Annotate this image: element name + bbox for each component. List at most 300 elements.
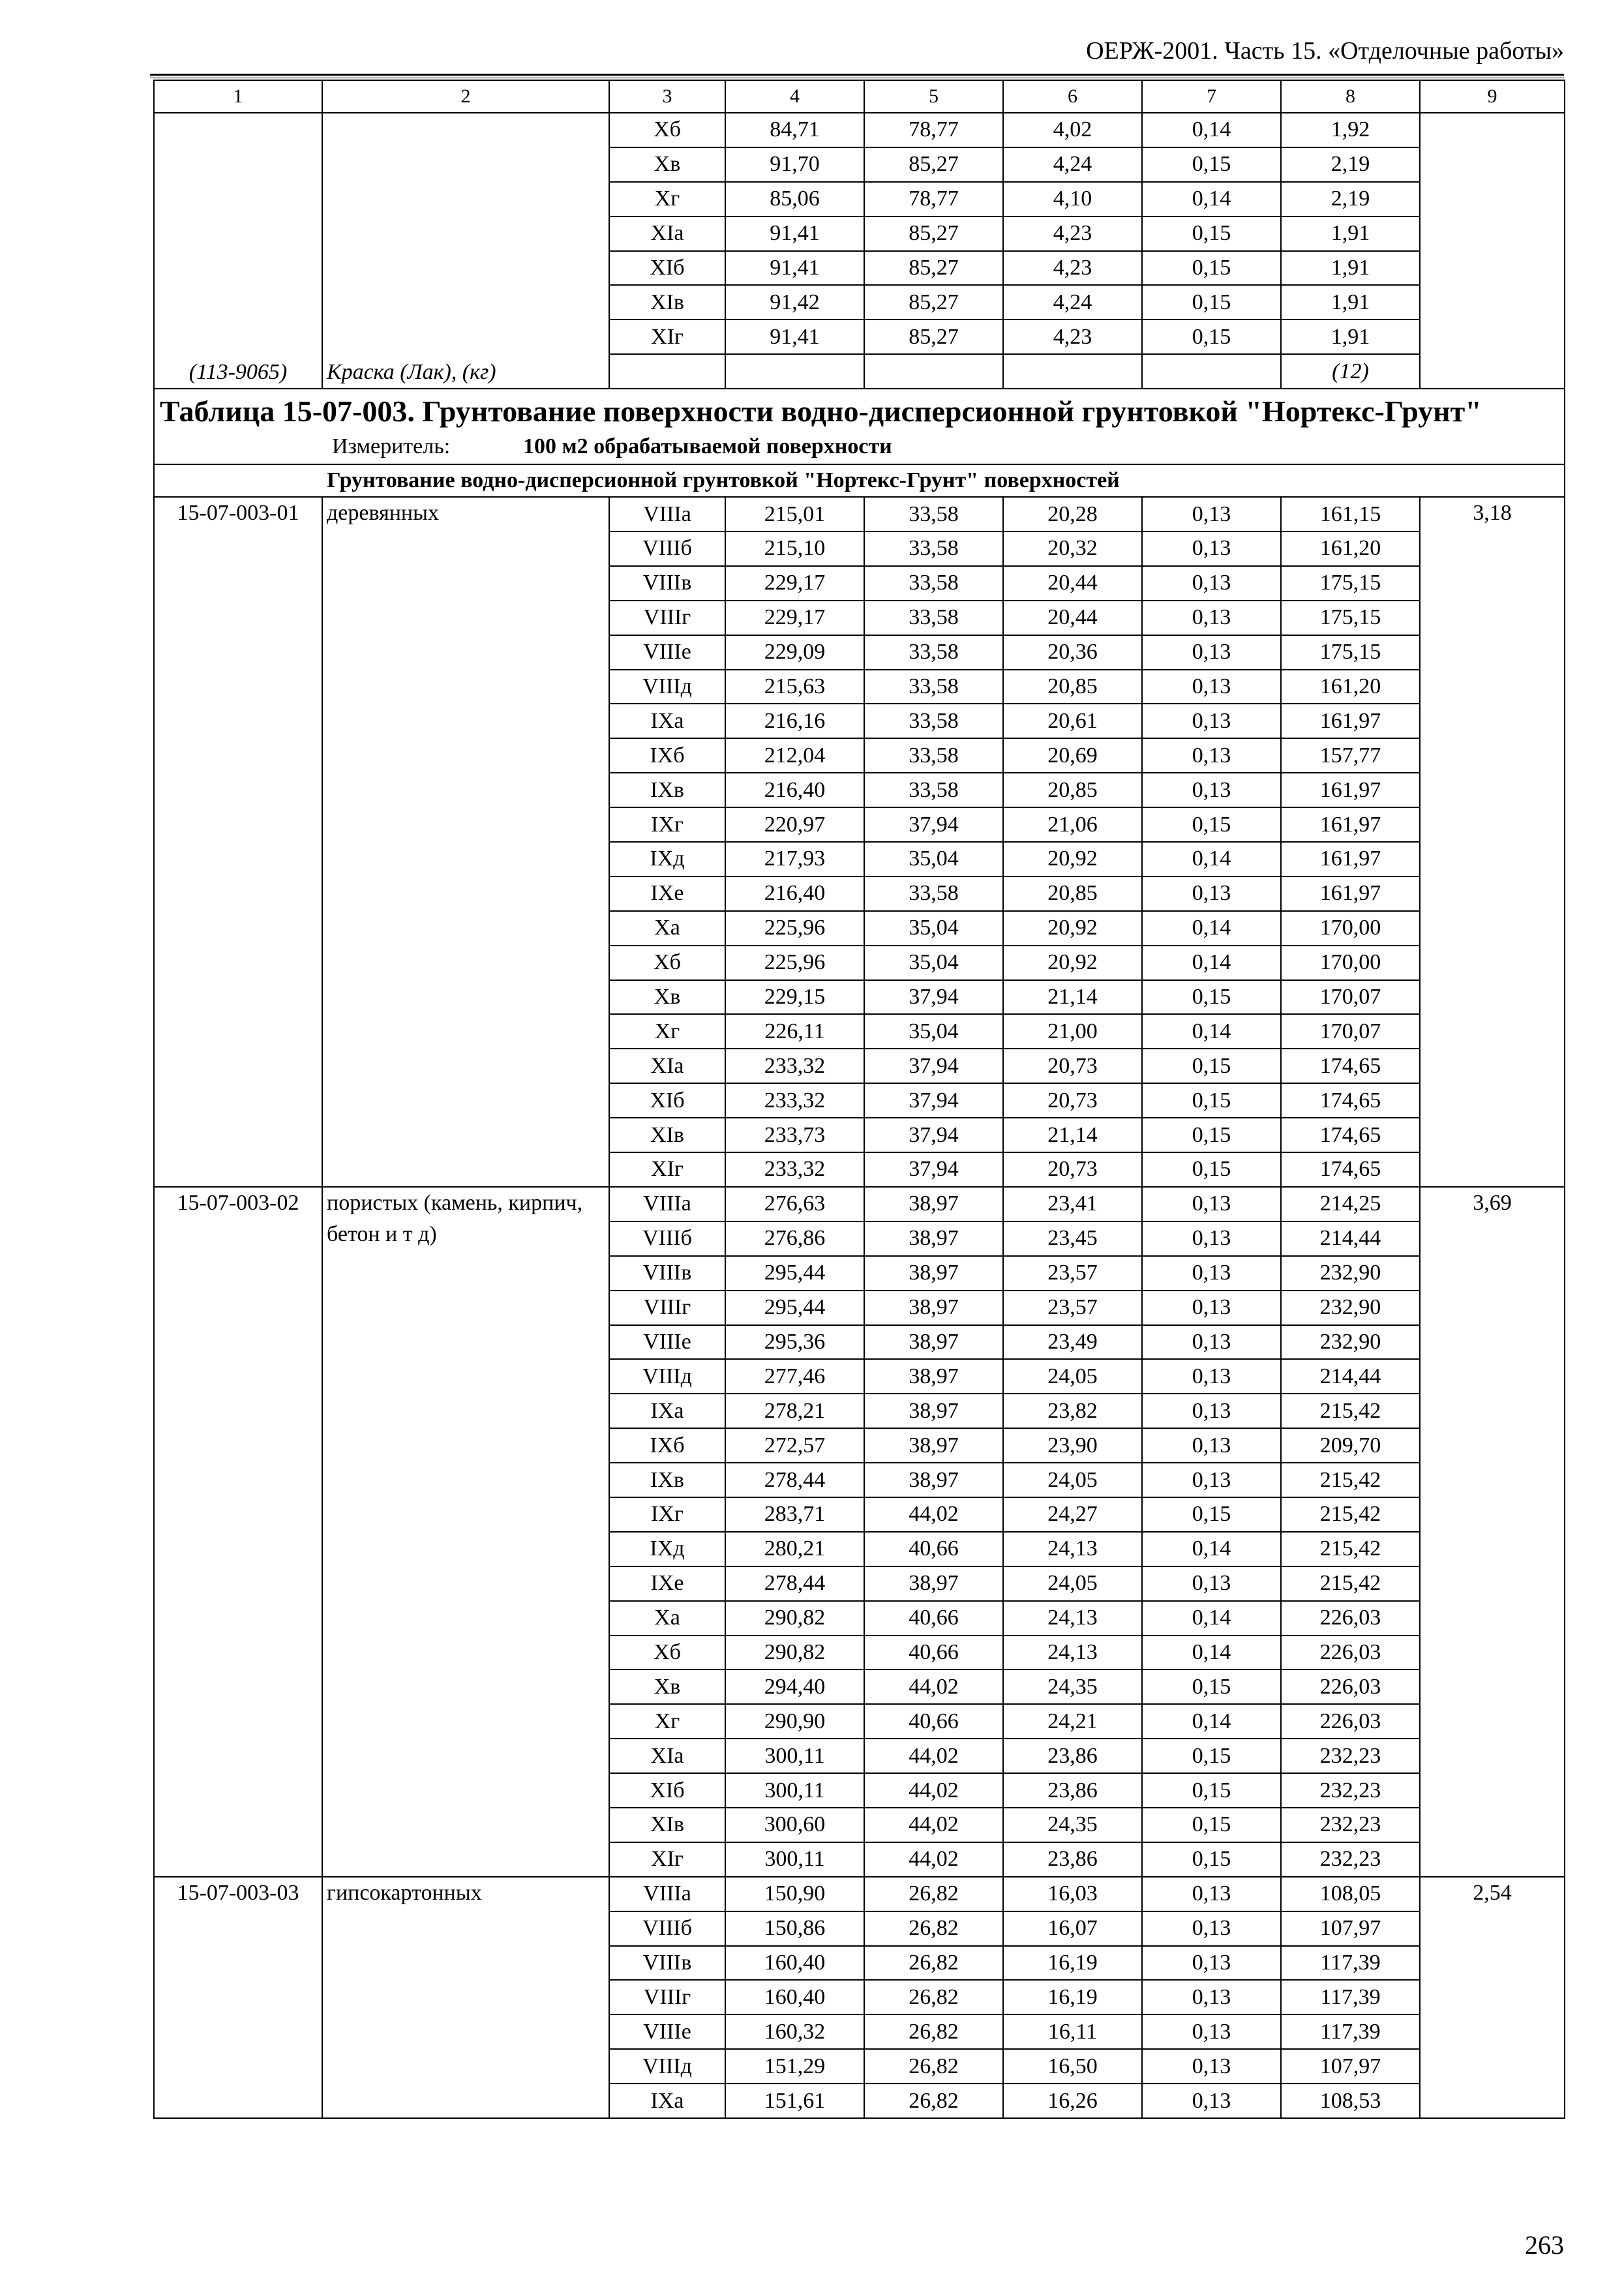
col9-value: 3,18 bbox=[1420, 497, 1565, 1187]
value-cell: VIIIг bbox=[609, 601, 725, 635]
value-cell: 160,40 bbox=[725, 1980, 864, 2014]
value-cell: 232,23 bbox=[1281, 1773, 1420, 1808]
value-cell: 161,15 bbox=[1281, 497, 1420, 531]
value-cell: 215,10 bbox=[725, 531, 864, 566]
value-cell: 1,91 bbox=[1281, 217, 1420, 251]
value-cell: 33,58 bbox=[864, 635, 1003, 670]
value-cell: 4,24 bbox=[1003, 285, 1142, 320]
value-cell: VIIIг bbox=[609, 1291, 725, 1325]
value-cell: 40,66 bbox=[864, 1636, 1003, 1670]
value-cell: 0,13 bbox=[1142, 876, 1281, 911]
value-cell: 38,97 bbox=[864, 1325, 1003, 1360]
value-cell: IXг bbox=[609, 1497, 725, 1532]
value-cell: VIIIб bbox=[609, 1221, 725, 1256]
rate-name: деревянных bbox=[322, 497, 609, 1187]
value-cell: 23,41 bbox=[1003, 1187, 1142, 1221]
continuation-row bbox=[154, 113, 1565, 147]
value-cell: Xб bbox=[609, 946, 725, 980]
value-cell: 37,94 bbox=[864, 807, 1003, 842]
value-cell: 33,58 bbox=[864, 876, 1003, 911]
value-cell: 0,15 bbox=[1142, 1118, 1281, 1152]
value-cell: 23,86 bbox=[1003, 1739, 1142, 1773]
value-cell: 280,21 bbox=[725, 1532, 864, 1566]
value-cell: XIа bbox=[609, 1049, 725, 1083]
value-cell: 170,00 bbox=[1281, 911, 1420, 946]
value-cell: 1,91 bbox=[1281, 320, 1420, 354]
value-cell: 161,97 bbox=[1281, 876, 1420, 911]
value-cell: 233,73 bbox=[725, 1118, 864, 1152]
value-cell: 16,07 bbox=[1003, 1911, 1142, 1946]
value-cell: 108,53 bbox=[1281, 2084, 1420, 2118]
value-cell: 0,13 bbox=[1142, 1463, 1281, 1497]
value-cell: 226,03 bbox=[1281, 1704, 1420, 1739]
value-cell: Xа bbox=[609, 1601, 725, 1636]
value-cell: 33,58 bbox=[864, 670, 1003, 704]
value-cell: IXб bbox=[609, 738, 725, 773]
meter-row bbox=[154, 430, 1565, 464]
value-cell: Xв bbox=[609, 147, 725, 182]
value-cell: 84,71 bbox=[725, 113, 864, 147]
value-cell: VIIIд bbox=[609, 2049, 725, 2084]
value-cell: 215,42 bbox=[1281, 1532, 1420, 1566]
value-cell: 91,41 bbox=[725, 217, 864, 251]
value-cell: 24,13 bbox=[1003, 1601, 1142, 1636]
value-cell: 0,14 bbox=[1142, 1601, 1281, 1636]
value-cell: 26,82 bbox=[864, 1877, 1003, 1911]
value-cell: 229,17 bbox=[725, 601, 864, 635]
empty-cell bbox=[864, 354, 1003, 389]
column-number: 8 bbox=[1281, 80, 1420, 113]
value-cell: 107,97 bbox=[1281, 2049, 1420, 2084]
value-cell: 216,16 bbox=[725, 704, 864, 738]
value-cell: 0,14 bbox=[1142, 182, 1281, 217]
value-cell: 170,00 bbox=[1281, 946, 1420, 980]
value-cell: 220,97 bbox=[725, 807, 864, 842]
value-cell: 0,14 bbox=[1142, 1636, 1281, 1670]
value-cell: 0,14 bbox=[1142, 113, 1281, 147]
value-cell: 0,13 bbox=[1142, 601, 1281, 635]
value-cell: 0,13 bbox=[1142, 1911, 1281, 1946]
value-cell: Xв bbox=[609, 980, 725, 1015]
value-cell: 85,27 bbox=[864, 251, 1003, 286]
value-cell: 33,58 bbox=[864, 497, 1003, 531]
value-cell: 160,40 bbox=[725, 1946, 864, 1981]
value-cell: 277,46 bbox=[725, 1359, 864, 1394]
value-cell: XIа bbox=[609, 217, 725, 251]
value-cell: 232,90 bbox=[1281, 1325, 1420, 1360]
value-cell: 35,04 bbox=[864, 911, 1003, 946]
value-cell: 117,39 bbox=[1281, 1946, 1420, 1981]
value-cell: 161,97 bbox=[1281, 842, 1420, 876]
value-cell: 0,14 bbox=[1142, 911, 1281, 946]
value-cell: 226,03 bbox=[1281, 1601, 1420, 1636]
value-cell: 0,13 bbox=[1142, 738, 1281, 773]
value-cell: 44,02 bbox=[864, 1669, 1003, 1704]
value-cell: 40,66 bbox=[864, 1601, 1003, 1636]
page-number: 263 bbox=[1525, 2230, 1564, 2260]
value-cell: 157,77 bbox=[1281, 738, 1420, 773]
value-cell: 232,23 bbox=[1281, 1808, 1420, 1842]
table-row bbox=[154, 1877, 1565, 1911]
value-cell: 33,58 bbox=[864, 601, 1003, 635]
value-cell: 20,44 bbox=[1003, 566, 1142, 601]
value-cell: 300,11 bbox=[725, 1739, 864, 1773]
value-cell: 0,15 bbox=[1142, 1083, 1281, 1118]
value-cell: VIIIа bbox=[609, 497, 725, 531]
value-cell: XIв bbox=[609, 1808, 725, 1842]
value-cell: 91,42 bbox=[725, 285, 864, 320]
value-cell: 20,73 bbox=[1003, 1049, 1142, 1083]
value-cell: 85,27 bbox=[864, 217, 1003, 251]
value-cell: 117,39 bbox=[1281, 2014, 1420, 2049]
value-cell: 0,15 bbox=[1142, 1152, 1281, 1187]
value-cell: 108,05 bbox=[1281, 1877, 1420, 1911]
value-cell: 232,23 bbox=[1281, 1739, 1420, 1773]
value-cell: 23,57 bbox=[1003, 1291, 1142, 1325]
value-cell: XIб bbox=[609, 1083, 725, 1118]
value-cell: 1,91 bbox=[1281, 285, 1420, 320]
value-cell: 151,61 bbox=[725, 2084, 864, 2118]
value-cell: 4,02 bbox=[1003, 113, 1142, 147]
table-row bbox=[154, 497, 1565, 531]
value-cell: 294,40 bbox=[725, 1669, 864, 1704]
value-cell: 0,14 bbox=[1142, 946, 1281, 980]
value-cell: 0,13 bbox=[1142, 1359, 1281, 1394]
value-cell: 174,65 bbox=[1281, 1083, 1420, 1118]
value-cell: 233,32 bbox=[725, 1152, 864, 1187]
value-cell: 0,15 bbox=[1142, 1842, 1281, 1877]
value-cell: 44,02 bbox=[864, 1842, 1003, 1877]
value-cell: 215,01 bbox=[725, 497, 864, 531]
value-cell: IXг bbox=[609, 807, 725, 842]
value-cell: 4,23 bbox=[1003, 217, 1142, 251]
value-cell: 212,04 bbox=[725, 738, 864, 773]
value-cell: 23,90 bbox=[1003, 1428, 1142, 1463]
value-cell: 278,21 bbox=[725, 1394, 864, 1428]
value-cell: 2,19 bbox=[1281, 147, 1420, 182]
value-cell: 232,23 bbox=[1281, 1842, 1420, 1877]
value-cell: 37,94 bbox=[864, 1083, 1003, 1118]
value-cell: 38,97 bbox=[864, 1359, 1003, 1394]
value-cell: 26,82 bbox=[864, 2049, 1003, 2084]
value-cell: 1,91 bbox=[1281, 251, 1420, 286]
value-cell: XIа bbox=[609, 1739, 725, 1773]
value-cell: 21,14 bbox=[1003, 1118, 1142, 1152]
value-cell: 0,15 bbox=[1142, 1049, 1281, 1083]
value-cell: 226,03 bbox=[1281, 1636, 1420, 1670]
value-cell: Xб bbox=[609, 113, 725, 147]
value-cell: 0,13 bbox=[1142, 1946, 1281, 1981]
value-cell: 26,82 bbox=[864, 2084, 1003, 2118]
value-cell: 174,65 bbox=[1281, 1049, 1420, 1083]
column-numbers-row bbox=[154, 80, 1565, 113]
value-cell: XIв bbox=[609, 285, 725, 320]
value-cell: 33,58 bbox=[864, 531, 1003, 566]
section-title: Грунтование водно-дисперсионной грунтовкой "Нортекс-Грунт" поверхностей bbox=[154, 464, 1565, 497]
table-body bbox=[154, 80, 1565, 2118]
column-number: 4 bbox=[725, 80, 864, 113]
value-cell: 20,73 bbox=[1003, 1152, 1142, 1187]
value-cell: VIIIг bbox=[609, 1980, 725, 2014]
column-number: 3 bbox=[609, 80, 725, 113]
value-cell: 0,15 bbox=[1142, 807, 1281, 842]
value-cell: 0,15 bbox=[1142, 217, 1281, 251]
value-cell: 4,23 bbox=[1003, 320, 1142, 354]
value-cell: 38,97 bbox=[864, 1463, 1003, 1497]
value-cell: 4,24 bbox=[1003, 147, 1142, 182]
value-cell: 33,58 bbox=[864, 704, 1003, 738]
value-cell: 0,13 bbox=[1142, 1877, 1281, 1911]
value-cell: 23,86 bbox=[1003, 1842, 1142, 1877]
meter-label: Измеритель: bbox=[332, 434, 451, 459]
value-cell: VIIIа bbox=[609, 1187, 725, 1221]
value-cell: 4,10 bbox=[1003, 182, 1142, 217]
value-cell: 233,32 bbox=[725, 1049, 864, 1083]
value-cell: 38,97 bbox=[864, 1566, 1003, 1601]
value-cell: 0,13 bbox=[1142, 1566, 1281, 1601]
value-cell: 232,90 bbox=[1281, 1291, 1420, 1325]
value-cell: 33,58 bbox=[864, 566, 1003, 601]
value-cell: 24,05 bbox=[1003, 1566, 1142, 1601]
value-cell: 209,70 bbox=[1281, 1428, 1420, 1463]
value-cell: 16,26 bbox=[1003, 2084, 1142, 2118]
value-cell: IXд bbox=[609, 842, 725, 876]
value-cell: 20,92 bbox=[1003, 911, 1142, 946]
value-cell: 20,69 bbox=[1003, 738, 1142, 773]
value-cell: IXд bbox=[609, 1532, 725, 1566]
value-cell: VIIIб bbox=[609, 1911, 725, 1946]
value-cell: IXе bbox=[609, 876, 725, 911]
value-cell: 35,04 bbox=[864, 1014, 1003, 1049]
value-cell: 276,63 bbox=[725, 1187, 864, 1221]
value-cell: 214,25 bbox=[1281, 1187, 1420, 1221]
value-cell: XIг bbox=[609, 1152, 725, 1187]
value-cell: 38,97 bbox=[864, 1256, 1003, 1291]
value-cell: 290,90 bbox=[725, 1704, 864, 1739]
col9-value: 2,54 bbox=[1420, 1877, 1565, 2118]
value-cell: 0,15 bbox=[1142, 980, 1281, 1015]
value-cell: 23,49 bbox=[1003, 1325, 1142, 1360]
value-cell: 0,14 bbox=[1142, 1014, 1281, 1049]
value-cell: 0,13 bbox=[1142, 1187, 1281, 1221]
value-cell: 290,82 bbox=[725, 1601, 864, 1636]
value-cell: 23,86 bbox=[1003, 1773, 1142, 1808]
value-cell: Xг bbox=[609, 1014, 725, 1049]
table-title-row bbox=[154, 389, 1565, 430]
value-cell: 21,14 bbox=[1003, 980, 1142, 1015]
value-cell: 174,65 bbox=[1281, 1152, 1420, 1187]
rate-code: 15-07-003-01 bbox=[154, 497, 322, 1187]
column-number: 9 bbox=[1420, 80, 1565, 113]
value-cell: 283,71 bbox=[725, 1497, 864, 1532]
value-cell: 44,02 bbox=[864, 1773, 1003, 1808]
name-cell: Краска (Лак), (кг) bbox=[322, 113, 609, 389]
value-cell: 24,27 bbox=[1003, 1497, 1142, 1532]
value-cell: 161,97 bbox=[1281, 807, 1420, 842]
value-cell: 38,97 bbox=[864, 1221, 1003, 1256]
value-cell: 295,44 bbox=[725, 1256, 864, 1291]
value-cell: 0,13 bbox=[1142, 531, 1281, 566]
value-cell: 0,14 bbox=[1142, 1704, 1281, 1739]
value-cell: 295,36 bbox=[725, 1325, 864, 1360]
value-cell: IXа bbox=[609, 704, 725, 738]
value-cell: VIIIе bbox=[609, 635, 725, 670]
value-cell: 229,15 bbox=[725, 980, 864, 1015]
value-cell: 229,09 bbox=[725, 635, 864, 670]
value-cell: 23,82 bbox=[1003, 1394, 1142, 1428]
col9-value: 3,69 bbox=[1420, 1187, 1565, 1877]
value-cell: IXб bbox=[609, 1428, 725, 1463]
rate-name: пористых (камень, кирпич, бетон и т д) bbox=[322, 1187, 609, 1877]
value-cell: 215,63 bbox=[725, 670, 864, 704]
value-cell: 161,97 bbox=[1281, 773, 1420, 807]
value-cell: 225,96 bbox=[725, 911, 864, 946]
value-cell: 0,15 bbox=[1142, 1669, 1281, 1704]
value-cell: 91,41 bbox=[725, 251, 864, 286]
value-cell: 175,15 bbox=[1281, 601, 1420, 635]
value-cell: 85,27 bbox=[864, 320, 1003, 354]
col9-cell bbox=[1420, 113, 1565, 389]
value-cell: 33,58 bbox=[864, 738, 1003, 773]
value-cell: 35,04 bbox=[864, 946, 1003, 980]
empty-cell bbox=[725, 354, 864, 389]
rate-code: 15-07-003-02 bbox=[154, 1187, 322, 1877]
value-cell: 300,11 bbox=[725, 1773, 864, 1808]
value-cell: 216,40 bbox=[725, 876, 864, 911]
value-cell: Xг bbox=[609, 1704, 725, 1739]
value-cell: 216,40 bbox=[725, 773, 864, 807]
value-cell: 0,15 bbox=[1142, 1497, 1281, 1532]
value-cell: Xа bbox=[609, 911, 725, 946]
value-cell: 44,02 bbox=[864, 1739, 1003, 1773]
value-cell: 170,07 bbox=[1281, 1014, 1420, 1049]
column-number: 2 bbox=[322, 80, 609, 113]
value-cell: 20,32 bbox=[1003, 531, 1142, 566]
value-cell: XIб bbox=[609, 251, 725, 286]
value-cell: 174,65 bbox=[1281, 1118, 1420, 1152]
value-cell: VIIIд bbox=[609, 1359, 725, 1394]
value-cell: 0,13 bbox=[1142, 1325, 1281, 1360]
value-cell: 0,13 bbox=[1142, 773, 1281, 807]
value-cell: XIг bbox=[609, 1842, 725, 1877]
value-cell: 40,66 bbox=[864, 1532, 1003, 1566]
value-cell: VIIIа bbox=[609, 1877, 725, 1911]
value-cell: 16,50 bbox=[1003, 2049, 1142, 2084]
value-cell: 278,44 bbox=[725, 1566, 864, 1601]
value-cell: 0,13 bbox=[1142, 1394, 1281, 1428]
value-cell: IXв bbox=[609, 773, 725, 807]
value-cell: 4,23 bbox=[1003, 251, 1142, 286]
column-number: 5 bbox=[864, 80, 1003, 113]
value-cell: 0,14 bbox=[1142, 1532, 1281, 1566]
value-cell: 161,20 bbox=[1281, 670, 1420, 704]
value-cell: 20,61 bbox=[1003, 704, 1142, 738]
value-cell: 151,29 bbox=[725, 2049, 864, 2084]
value-cell: 33,58 bbox=[864, 773, 1003, 807]
value-cell: 20,44 bbox=[1003, 601, 1142, 635]
value-cell: VIIIв bbox=[609, 1256, 725, 1291]
value-cell: 85,06 bbox=[725, 182, 864, 217]
value-cell: 300,60 bbox=[725, 1808, 864, 1842]
value-cell: Xг bbox=[609, 182, 725, 217]
value-cell: 232,90 bbox=[1281, 1256, 1420, 1291]
value-cell: 38,97 bbox=[864, 1394, 1003, 1428]
value-cell: 26,82 bbox=[864, 2014, 1003, 2049]
rate-name: гипсокартонных bbox=[322, 1877, 609, 2118]
value-cell: 16,19 bbox=[1003, 1980, 1142, 2014]
value-cell: 150,86 bbox=[725, 1911, 864, 1946]
value-cell: 85,27 bbox=[864, 147, 1003, 182]
value-cell: 150,90 bbox=[725, 1877, 864, 1911]
value-cell: 91,41 bbox=[725, 320, 864, 354]
value-cell: VIIIб bbox=[609, 531, 725, 566]
value-cell: 2,19 bbox=[1281, 182, 1420, 217]
value-cell: 16,03 bbox=[1003, 1877, 1142, 1911]
value-cell: 85,27 bbox=[864, 285, 1003, 320]
value-cell: 44,02 bbox=[864, 1808, 1003, 1842]
value-cell: 24,35 bbox=[1003, 1808, 1142, 1842]
value-cell: 295,44 bbox=[725, 1291, 864, 1325]
value-cell: 0,13 bbox=[1142, 2049, 1281, 2084]
value-cell: 215,42 bbox=[1281, 1566, 1420, 1601]
value-cell: 24,13 bbox=[1003, 1636, 1142, 1670]
value-cell: 20,28 bbox=[1003, 497, 1142, 531]
value-cell: XIб bbox=[609, 1773, 725, 1808]
empty-cell bbox=[1142, 354, 1281, 389]
value-cell: 0,14 bbox=[1142, 842, 1281, 876]
value-cell: 0,13 bbox=[1142, 1291, 1281, 1325]
value-cell: VIIIв bbox=[609, 1946, 725, 1981]
value-cell: VIIIе bbox=[609, 2014, 725, 2049]
value-cell: 24,35 bbox=[1003, 1669, 1142, 1704]
value-cell: 0,15 bbox=[1142, 147, 1281, 182]
value-cell: 20,36 bbox=[1003, 635, 1142, 670]
table-title: Таблица 15-07-003. Грунтование поверхности водно-дисперсионной грунтовкой "Нортекс-Грунт" bbox=[154, 389, 1565, 430]
value-cell: 175,15 bbox=[1281, 566, 1420, 601]
column-number: 1 bbox=[154, 80, 322, 113]
value-cell: 0,13 bbox=[1142, 704, 1281, 738]
value-cell: 16,19 bbox=[1003, 1946, 1142, 1981]
value-cell: 37,94 bbox=[864, 1049, 1003, 1083]
value-cell: 35,04 bbox=[864, 842, 1003, 876]
value-cell: 91,70 bbox=[725, 147, 864, 182]
value-cell: 214,44 bbox=[1281, 1221, 1420, 1256]
value-cell: 40,66 bbox=[864, 1704, 1003, 1739]
header-rule bbox=[150, 74, 1564, 76]
empty-cell bbox=[609, 354, 725, 389]
value-cell: 272,57 bbox=[725, 1428, 864, 1463]
value-cell: 214,44 bbox=[1281, 1359, 1420, 1394]
value-cell: 217,93 bbox=[725, 842, 864, 876]
value-cell: 26,82 bbox=[864, 1980, 1003, 2014]
empty-cell bbox=[1003, 354, 1142, 389]
value-cell: 24,21 bbox=[1003, 1704, 1142, 1739]
material-qty: (12) bbox=[1281, 354, 1420, 389]
value-cell: 0,13 bbox=[1142, 670, 1281, 704]
value-cell: 26,82 bbox=[864, 1946, 1003, 1981]
value-cell: 226,11 bbox=[725, 1014, 864, 1049]
value-cell: 170,07 bbox=[1281, 980, 1420, 1015]
value-cell: 20,92 bbox=[1003, 842, 1142, 876]
value-cell: 0,13 bbox=[1142, 497, 1281, 531]
value-cell: 233,32 bbox=[725, 1083, 864, 1118]
value-cell: 278,44 bbox=[725, 1463, 864, 1497]
meter-cell bbox=[154, 430, 1565, 464]
value-cell: 37,94 bbox=[864, 980, 1003, 1015]
value-cell: 215,42 bbox=[1281, 1463, 1420, 1497]
value-cell: 38,97 bbox=[864, 1428, 1003, 1463]
value-cell: 276,86 bbox=[725, 1221, 864, 1256]
